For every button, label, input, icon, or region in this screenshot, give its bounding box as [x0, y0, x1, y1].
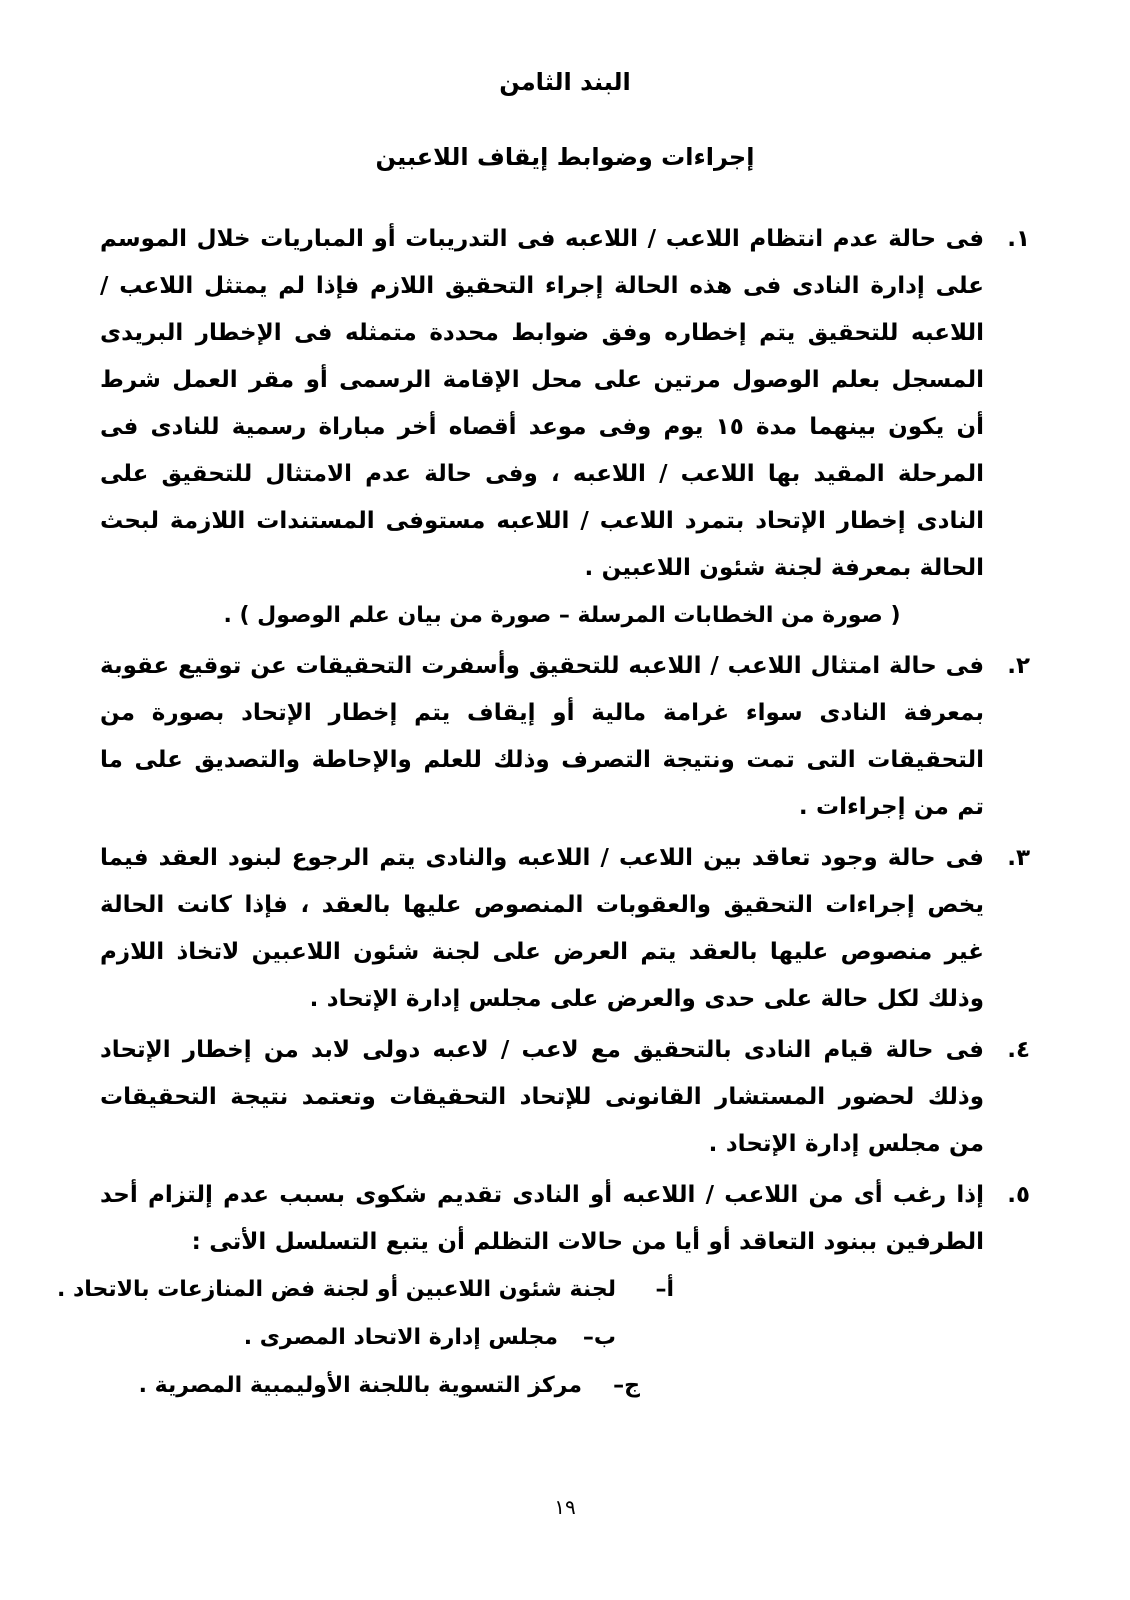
clause-item-5: [56, 1172, 1030, 1410]
sub-clause-item-a: [56, 1266, 984, 1314]
clause-text: فى حالة قيام النادى بالتحقيق مع لاعب / لاعبه دولى لابد من إخطار الإتحاد وذلك لحضور المستشار القانونى للإتحاد التحقيقات وتعتمد نتيجة التحقيقات من مجلس إدارة الإتحاد .: [100, 1036, 984, 1157]
clause-body: [56, 1172, 984, 1410]
clause-text: فى حالة وجود تعاقد بين اللاعب / اللاعبه والنادى يتم الرجوع لبنود العقد فيما يخص إجراءات التحقيق والعقوبات المنصوص عليها بالعقد ، فإذا كانت الحالة غير منصوص عليها بالعقد يتم العرض على لجنة شئون اللاعبين لاتخاذ اللازم وذلك لكل حالة على حدى والعرض على مجلس إدارة الإتحاد .: [100, 844, 984, 1012]
clause-note: ( صورة من الخطابات المرسلة – صورة من بيان علم الوصول ) .: [223, 602, 901, 628]
clause-item-3: [100, 835, 1030, 1023]
clause-body: [100, 1027, 984, 1168]
clause-marker: ٥.: [1007, 1181, 1030, 1208]
clause-text: فى حالة امتثال اللاعب / اللاعبه للتحقيق وأسفرت التحقيقات عن توقيع عقوبة بمعرفة النادى سواء غرامة مالية أو إيقاف يتم إخطار الإتحاد بصورة من التحقيقات التى تمت ونتيجة التصرف وذلك للعلم والإحاطة والتصديق على ما تم من إجراءات .: [100, 652, 984, 820]
clause-marker: ٣.: [1007, 844, 1030, 871]
clause-item-4: [100, 1027, 1030, 1168]
sub-clause-marker: ب–: [582, 1324, 616, 1350]
sub-clause-text: لجنة شئون اللاعبين أو لجنة فض المنازعات بالاتحاد .: [56, 1276, 616, 1302]
page-title: البند الثامن: [499, 68, 631, 96]
clause-marker: ١.: [1007, 225, 1030, 252]
clause-item-1: [100, 216, 1030, 639]
sub-clause-item-b: [100, 1314, 984, 1362]
sub-clause-marker: ج–: [613, 1372, 640, 1398]
clause-marker: ٤.: [1007, 1036, 1030, 1063]
page-subtitle: إجراءات وضوابط إيقاف اللاعبين: [375, 142, 755, 171]
clause-marker: ٢.: [1007, 652, 1030, 679]
clause-text: إذا رغب أى من اللاعب / اللاعبه أو النادى تقديم شكوى بسبب عدم إلتزام أحد الطرفين ببنود التعاقد أو أيا من حالات التظلم أن يتبع التسلسل الأتى :: [100, 1181, 984, 1255]
sub-clause-text: مركز التسوية باللجنة الأوليمبية المصرية .: [138, 1372, 582, 1398]
clause-body: [100, 835, 984, 1023]
clause-body: [100, 216, 984, 639]
clauses-list: [56, 216, 1030, 1410]
sub-clauses-list: [56, 1266, 984, 1410]
sub-clause-text: مجلس إدارة الاتحاد المصرى .: [243, 1324, 558, 1350]
page-number: ١٩: [554, 1495, 576, 1519]
sub-clause-marker: أ–: [655, 1276, 674, 1302]
sub-clause-item-c: [100, 1362, 984, 1410]
clause-text: فى حالة عدم انتظام اللاعب / اللاعبه فى التدريبات أو المباريات خلال الموسم على إدارة النادى فى هذه الحالة إجراء التحقيق اللازم فإذا لم يمتثل اللاعب / اللاعبه للتحقيق يتم إخطاره وفق ضوابط محددة متمثله فى الإخطار البريدى المسجل بعلم الوصول مرتين على محل الإقامة الرسمى أو مقر العمل شرط أن يكون بينهما مدة ١٥ يوم وفى موعد أقصاه أخر مباراة رسمية للنادى فى المرحلة المقيد بها اللاعب / اللاعبه ، وفى حالة عدم الامتثال للتحقيق على النادى إخطار الإتحاد بتمرد اللاعب / اللاعبه مستوفى المستندات اللازمة لبحث الحالة بمعرفة لجنة شئون اللاعبين .: [100, 225, 984, 581]
clause-body: [100, 643, 984, 831]
clause-item-2: [100, 643, 1030, 831]
